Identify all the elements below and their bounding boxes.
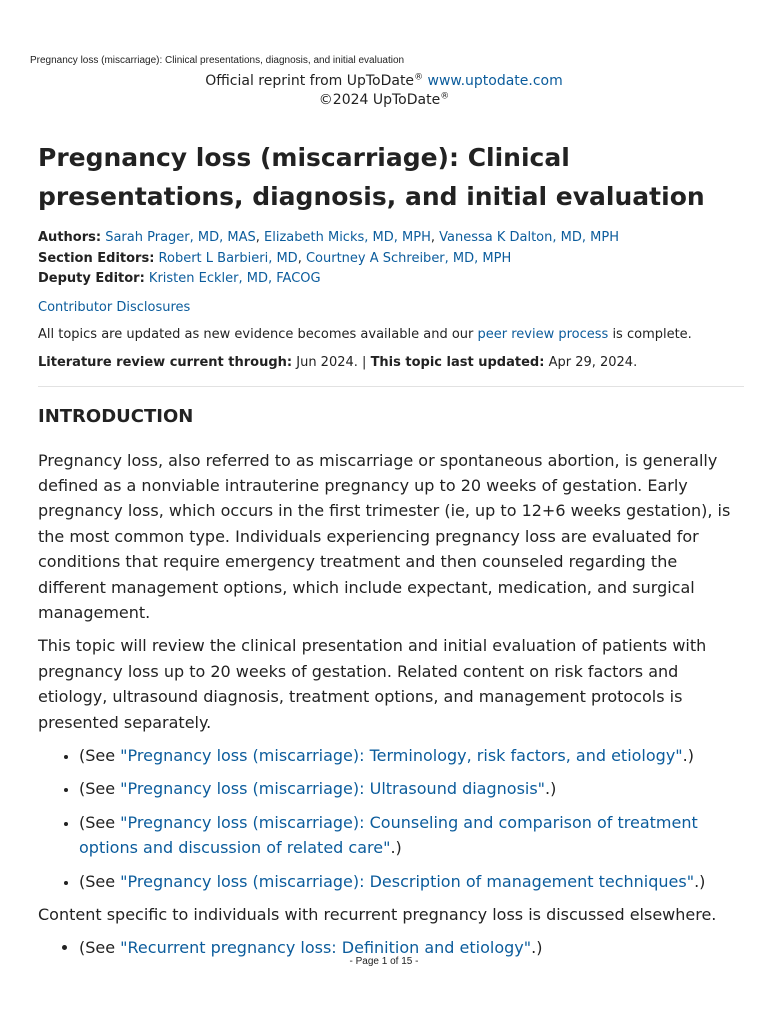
- page-footer: - Page 1 of 15 -: [349, 956, 419, 967]
- see-suffix: .): [531, 938, 543, 958]
- section-editors-label: Section Editors:: [38, 250, 155, 266]
- related-topic-link[interactable]: "Pregnancy loss (miscarriage): Description of management techniques": [120, 871, 695, 891]
- last-updated-label: This topic last updated:: [370, 354, 545, 370]
- peer-review-link[interactable]: peer review process: [477, 326, 609, 342]
- divider: [38, 386, 744, 387]
- copyright-text: ©2024 UpToDate: [318, 92, 441, 108]
- update-note-text: All topics are updated as new evidence becomes available and our: [38, 326, 478, 342]
- recurrent-loss-paragraph: Content specific to individuals with recurrent pregnancy loss is discussed elsewhere.: [38, 905, 717, 924]
- contributor-disclosures-link[interactable]: Contributor Disclosures: [38, 299, 191, 315]
- see-prefix: (See: [79, 812, 121, 832]
- list-item: [79, 776, 744, 801]
- recurrent-loss-link[interactable]: "Recurrent pregnancy loss: Definition and etiology": [120, 938, 532, 958]
- review-dates: [38, 353, 744, 373]
- related-topic-link[interactable]: "Pregnancy loss (miscarriage): Counseling and comparison of treatment options and discussion of related care": [79, 812, 698, 858]
- lit-review-value: Jun 2024. |: [292, 354, 371, 370]
- see-prefix: (See: [79, 745, 121, 765]
- list-item: [79, 810, 744, 861]
- see-suffix: .): [694, 871, 706, 891]
- deputy-editor-label: Deputy Editor:: [38, 271, 145, 286]
- intro-paragraph: Pregnancy loss, also referred to as miscarriage or spontaneous abortion, is generally defined as a nonviable intrauterine pregnancy up to 20 weeks of gestation. Early pregnancy loss, which occurs in the first trimester (ie, up to 12+6 weeks gestation), is the most common type. Individuals experiencing pregnancy loss are evaluated for conditions that require emergency treatment and then counseled regarding the different management options, which include expectant, medication, and surgical management.: [38, 450, 731, 622]
- list-item: [79, 743, 744, 768]
- deputy-editor-row: [38, 269, 744, 290]
- last-updated-value: Apr 29, 2024.: [544, 354, 638, 370]
- reprint-prefix: Official reprint from UpToDate: [205, 73, 415, 89]
- author-link[interactable]: Sarah Prager, MD, MAS: [105, 230, 256, 245]
- see-suffix: .): [390, 838, 402, 858]
- scope-paragraph: This topic will review the clinical presentation and initial evaluation of patients with pregnancy loss up to 20 weeks of gestation. Related content on risk factors and etiology, ultrasound diagnosis, treatment options, and management protocols is presented separately.: [38, 636, 707, 732]
- page-title: Pregnancy loss (miscarriage): Clinical presentations, diagnosis, and initial evaluation: [38, 143, 705, 211]
- section-editors-row: Section Editors: Robert L Barbieri, MD, Courtney A Schreiber, MD, MPH: [38, 250, 512, 266]
- contributors-block: [38, 228, 744, 290]
- update-note-text-end: is complete.: [608, 326, 692, 342]
- authors-row: Authors: Sarah Prager, MD, MAS, Elizabeth Micks, MD, MPH, Vanessa K Dalton, MD, MPH: [38, 230, 619, 245]
- copyright-line: [0, 91, 768, 110]
- author-link[interactable]: Vanessa K Dalton, MD, MPH: [439, 230, 619, 245]
- uptodate-url-link[interactable]: www.uptodate.com: [427, 73, 563, 89]
- running-header: Pregnancy loss (miscarriage): Clinical presentations, diagnosis, and initial evaluation: [30, 55, 405, 66]
- section-editor-link[interactable]: Courtney A Schreiber, MD, MPH: [305, 250, 512, 266]
- related-topic-link[interactable]: "Pregnancy loss (miscarriage): Ultrasound diagnosis": [120, 779, 546, 799]
- authors-label: Authors:: [38, 230, 102, 245]
- section-editor-link[interactable]: Robert L Barbieri, MD: [158, 250, 298, 266]
- author-link[interactable]: Elizabeth Micks, MD, MPH: [264, 230, 431, 245]
- see-prefix: (See: [79, 779, 121, 799]
- registered-mark: ®: [440, 91, 450, 102]
- article-content: [38, 138, 744, 961]
- disclosures-row: [38, 298, 744, 318]
- registered-mark: ®: [414, 72, 424, 83]
- update-note: [38, 325, 744, 345]
- section-heading-introduction: INTRODUCTION: [38, 405, 194, 427]
- reprint-notice: [0, 72, 768, 110]
- see-suffix: .): [682, 745, 694, 765]
- reprint-line: [0, 72, 768, 91]
- see-prefix: (See: [79, 938, 121, 958]
- see-prefix: (See: [79, 871, 121, 891]
- list-item: [79, 869, 744, 894]
- deputy-editor-link[interactable]: Kristen Eckler, MD, FACOG: [148, 271, 321, 286]
- related-topic-link[interactable]: "Pregnancy loss (miscarriage): Terminology, risk factors, and etiology": [120, 745, 683, 765]
- lit-review-label: Literature review current through:: [38, 354, 293, 370]
- see-suffix: .): [545, 779, 557, 799]
- related-topics-list: [38, 743, 744, 894]
